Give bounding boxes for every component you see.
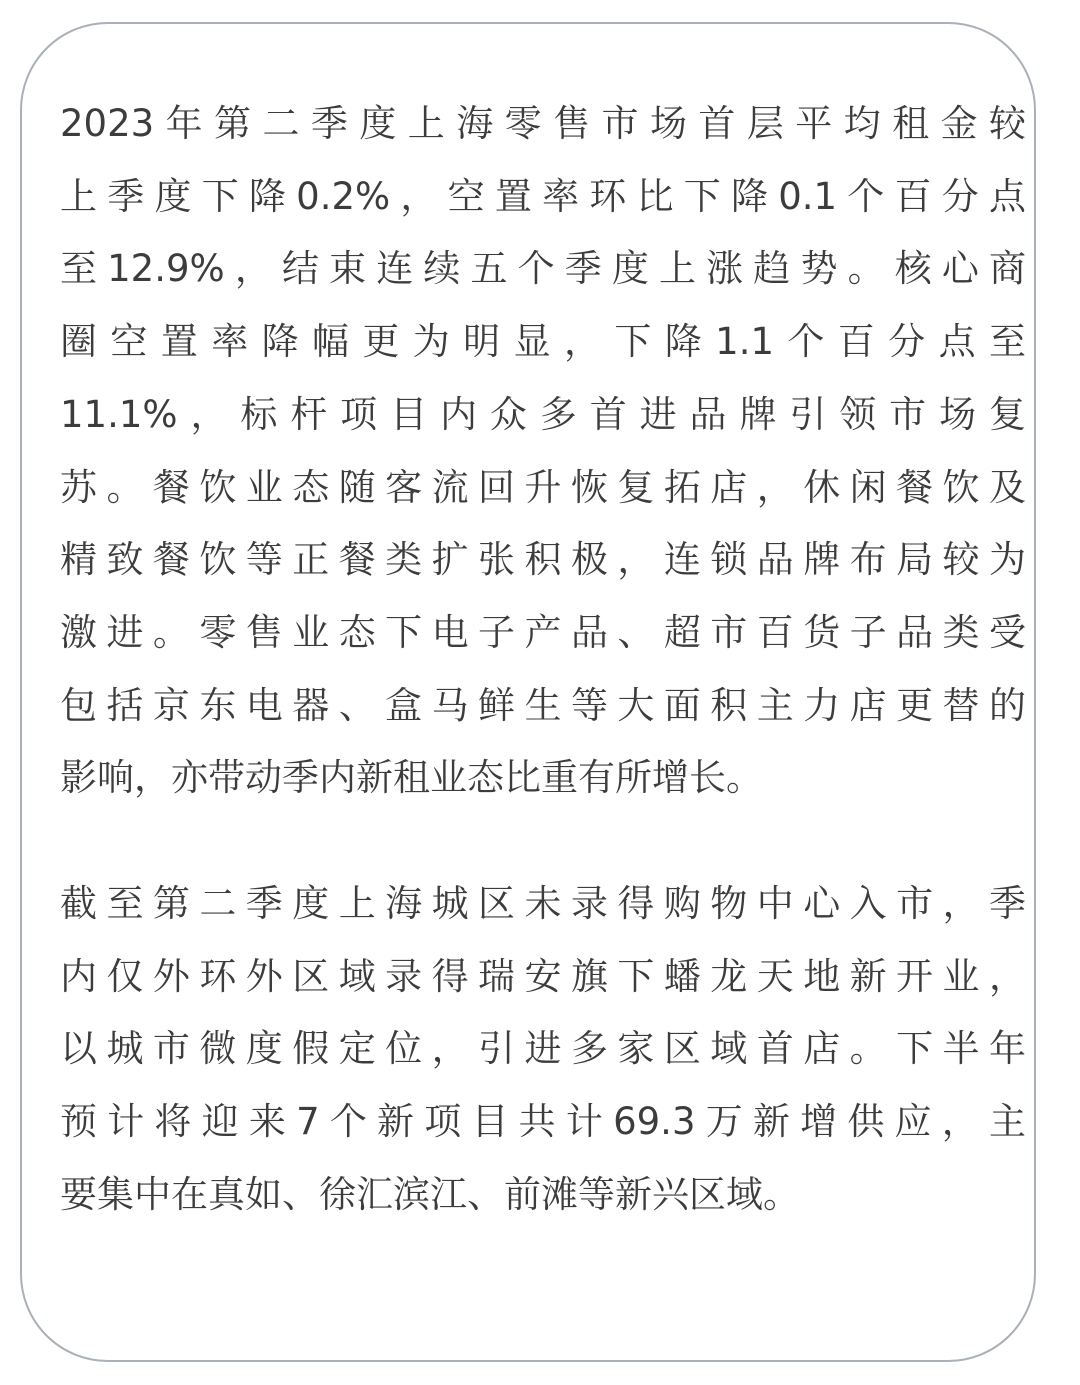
text-line: 以城市微度假定位，引进多家区域首店。下半年: [60, 1027, 1026, 1071]
text-line: 截至第二季度上海城区未录得购物中心入市，季: [60, 882, 1026, 925]
text-line: 精致餐饮等正餐类扩张积极，连锁品牌布局较为: [60, 538, 1026, 582]
text-line: 内仅外环外区域录得瑞安旗下蟠龙天地新开业，: [60, 954, 1026, 998]
paragraph-new-supply: [60, 868, 1026, 1232]
text-line: 包括京东电器、盒马鲜生等大面积主力店更替的: [60, 683, 1026, 727]
text-line: 11.1%，标杆项目内众多首进品牌引领市场复: [60, 392, 1026, 436]
text-line: 2023年第二季度上海零售市场首层平均租金较: [60, 102, 1026, 145]
text-line: 圈空置率降幅更为明显，下降1.1个百分点至: [60, 320, 1026, 364]
text-line: 预计将迎来7个新项目共计69.3万新增供应，主: [60, 1100, 1026, 1144]
text-line: 至12.9%，结束连续五个季度上涨趋势。核心商: [60, 247, 1026, 291]
text-line: 苏。餐饮业态随客流回升恢复拓店，休闲餐饮及: [60, 465, 1026, 509]
paragraph-retail-market: [60, 88, 1026, 815]
text-line: 上季度下降0.2%，空置率环比下降0.1个百分点: [60, 174, 1026, 218]
text-line: 激进。零售业态下电子产品、超市百货子品类受: [60, 610, 1026, 654]
text-line: 影响，亦带动季内新租业态比重有所增长。: [60, 756, 763, 800]
text-line: 要集中在真如、徐汇滨江、前滩等新兴区域。: [60, 1172, 800, 1216]
